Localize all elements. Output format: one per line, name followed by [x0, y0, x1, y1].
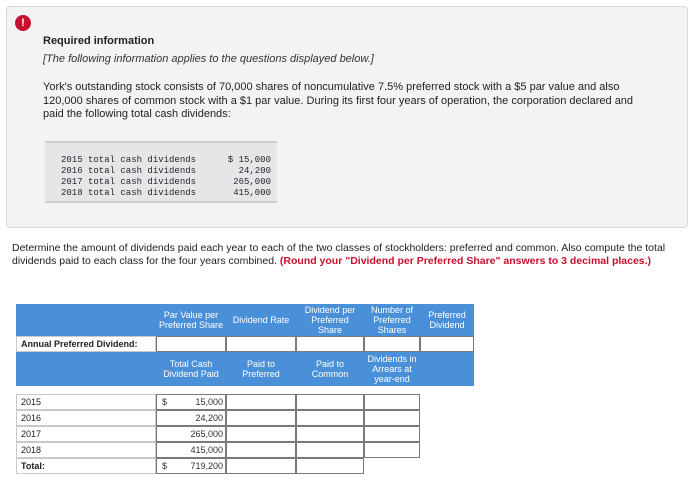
dividend-value: 24,200 [238, 166, 271, 176]
paid-to-common-input[interactable] [296, 410, 364, 426]
dividend-per-share-input[interactable] [296, 336, 364, 352]
dividend-value: $ 15,000 [227, 155, 271, 165]
dividend-label: 2018 total cash dividends [61, 188, 197, 198]
row-total-label: Total: [16, 458, 156, 474]
header-blank-3 [420, 352, 474, 386]
dividend-line [61, 177, 271, 188]
row-year-label: 2018 [16, 442, 156, 458]
dividend-line [61, 188, 271, 199]
preferred-dividend-input[interactable] [420, 336, 474, 352]
header-dividend-rate: Dividend Rate [226, 304, 296, 336]
total-cash-dividend-value [156, 394, 226, 410]
header-paid-to-preferred: Paid to Preferred [226, 352, 296, 386]
paid-to-common-input[interactable] [296, 426, 364, 442]
dividends-list [45, 141, 277, 203]
dividend-label: 2015 total cash dividends [61, 155, 197, 165]
paid-to-preferred-input[interactable] [226, 410, 296, 426]
header-paid-to-common: Paid to Common [296, 352, 364, 386]
paid-to-common-input[interactable] [296, 442, 364, 458]
dividend-line [61, 166, 271, 177]
total-paid-to-preferred-input[interactable] [226, 458, 296, 474]
total-value: 24,200 [195, 413, 223, 423]
paid-to-preferred-input[interactable] [226, 394, 296, 410]
header-total-cash-dividend: Total Cash Dividend Paid [156, 352, 226, 386]
dividend-label: 2017 total cash dividends [61, 177, 197, 187]
required-info-title: Required information [43, 35, 155, 47]
dividend-value: 415,000 [233, 188, 271, 198]
paid-to-preferred-input[interactable] [226, 442, 296, 458]
total-value: 415,000 [190, 445, 223, 455]
question-text [12, 242, 692, 267]
header-blank-2 [16, 352, 156, 386]
dividend-line [61, 155, 271, 166]
dividends-in-arrears-input[interactable] [364, 426, 420, 442]
currency-symbol: $ [162, 461, 168, 471]
par-value-input[interactable] [156, 336, 226, 352]
required-information-panel [6, 6, 688, 228]
row-year-label: 2015 [16, 394, 156, 410]
header-preferred-dividend: Preferred Dividend [420, 304, 474, 336]
row-year-label: 2016 [16, 410, 156, 426]
dividend-label: 2016 total cash dividends [61, 166, 197, 176]
dividends-in-arrears-input[interactable] [364, 410, 420, 426]
total-cash-dividend-value [156, 426, 226, 442]
dividends-in-arrears-input[interactable] [364, 394, 420, 410]
dividends-in-arrears-input[interactable] [364, 442, 420, 458]
header-dividend-per-share: Dividend per Preferred Share [296, 304, 364, 336]
header-blank [16, 304, 156, 336]
required-info-subtitle: [The following information applies to the questions displayed below.] [43, 53, 374, 65]
header-dividends-in-arrears: Dividends in Arrears at year-end [364, 352, 420, 386]
total-paid-to-common-input[interactable] [296, 458, 364, 474]
total-value: 719,200 [190, 461, 223, 471]
dividend-rate-input[interactable] [226, 336, 296, 352]
number-of-shares-input[interactable] [364, 336, 420, 352]
header-par-value: Par Value per Preferred Share [156, 304, 226, 336]
currency-symbol: $ [162, 397, 168, 407]
total-cash-dividend-value [156, 442, 226, 458]
total-value: 15,000 [195, 397, 223, 407]
paid-to-preferred-input[interactable] [226, 426, 296, 442]
row-year-label: 2017 [16, 426, 156, 442]
total-value: 265,000 [190, 429, 223, 439]
problem-text: York's outstanding stock consists of 70,000 shares of noncumulative 7.5% preferred stock with a $5 par value and also 120,000 shares of common stock with a $1 par value. During its first four years of operation, the corporation declared and paid the following total cash dividends: [43, 81, 634, 120]
total-cash-dividend-value [156, 410, 226, 426]
total-cash-dividend-sum [156, 458, 226, 474]
rounding-instruction: (Round your "Dividend per Preferred Share" answers to 3 decimal places.) [279, 254, 652, 267]
dividend-worksheet [16, 304, 474, 472]
header-number-of-shares: Number of Preferred Shares [364, 304, 420, 336]
alert-icon: ! [15, 15, 31, 31]
paid-to-common-input[interactable] [296, 394, 364, 410]
annual-preferred-dividend-label: Annual Preferred Dividend: [16, 336, 156, 352]
question-body: Determine the amount of dividends paid each year to each of the two classes of stockholders: preferred and common. Also compute the total dividends paid to each class for the four years combined. [12, 242, 666, 267]
dividend-value: 265,000 [233, 177, 271, 187]
